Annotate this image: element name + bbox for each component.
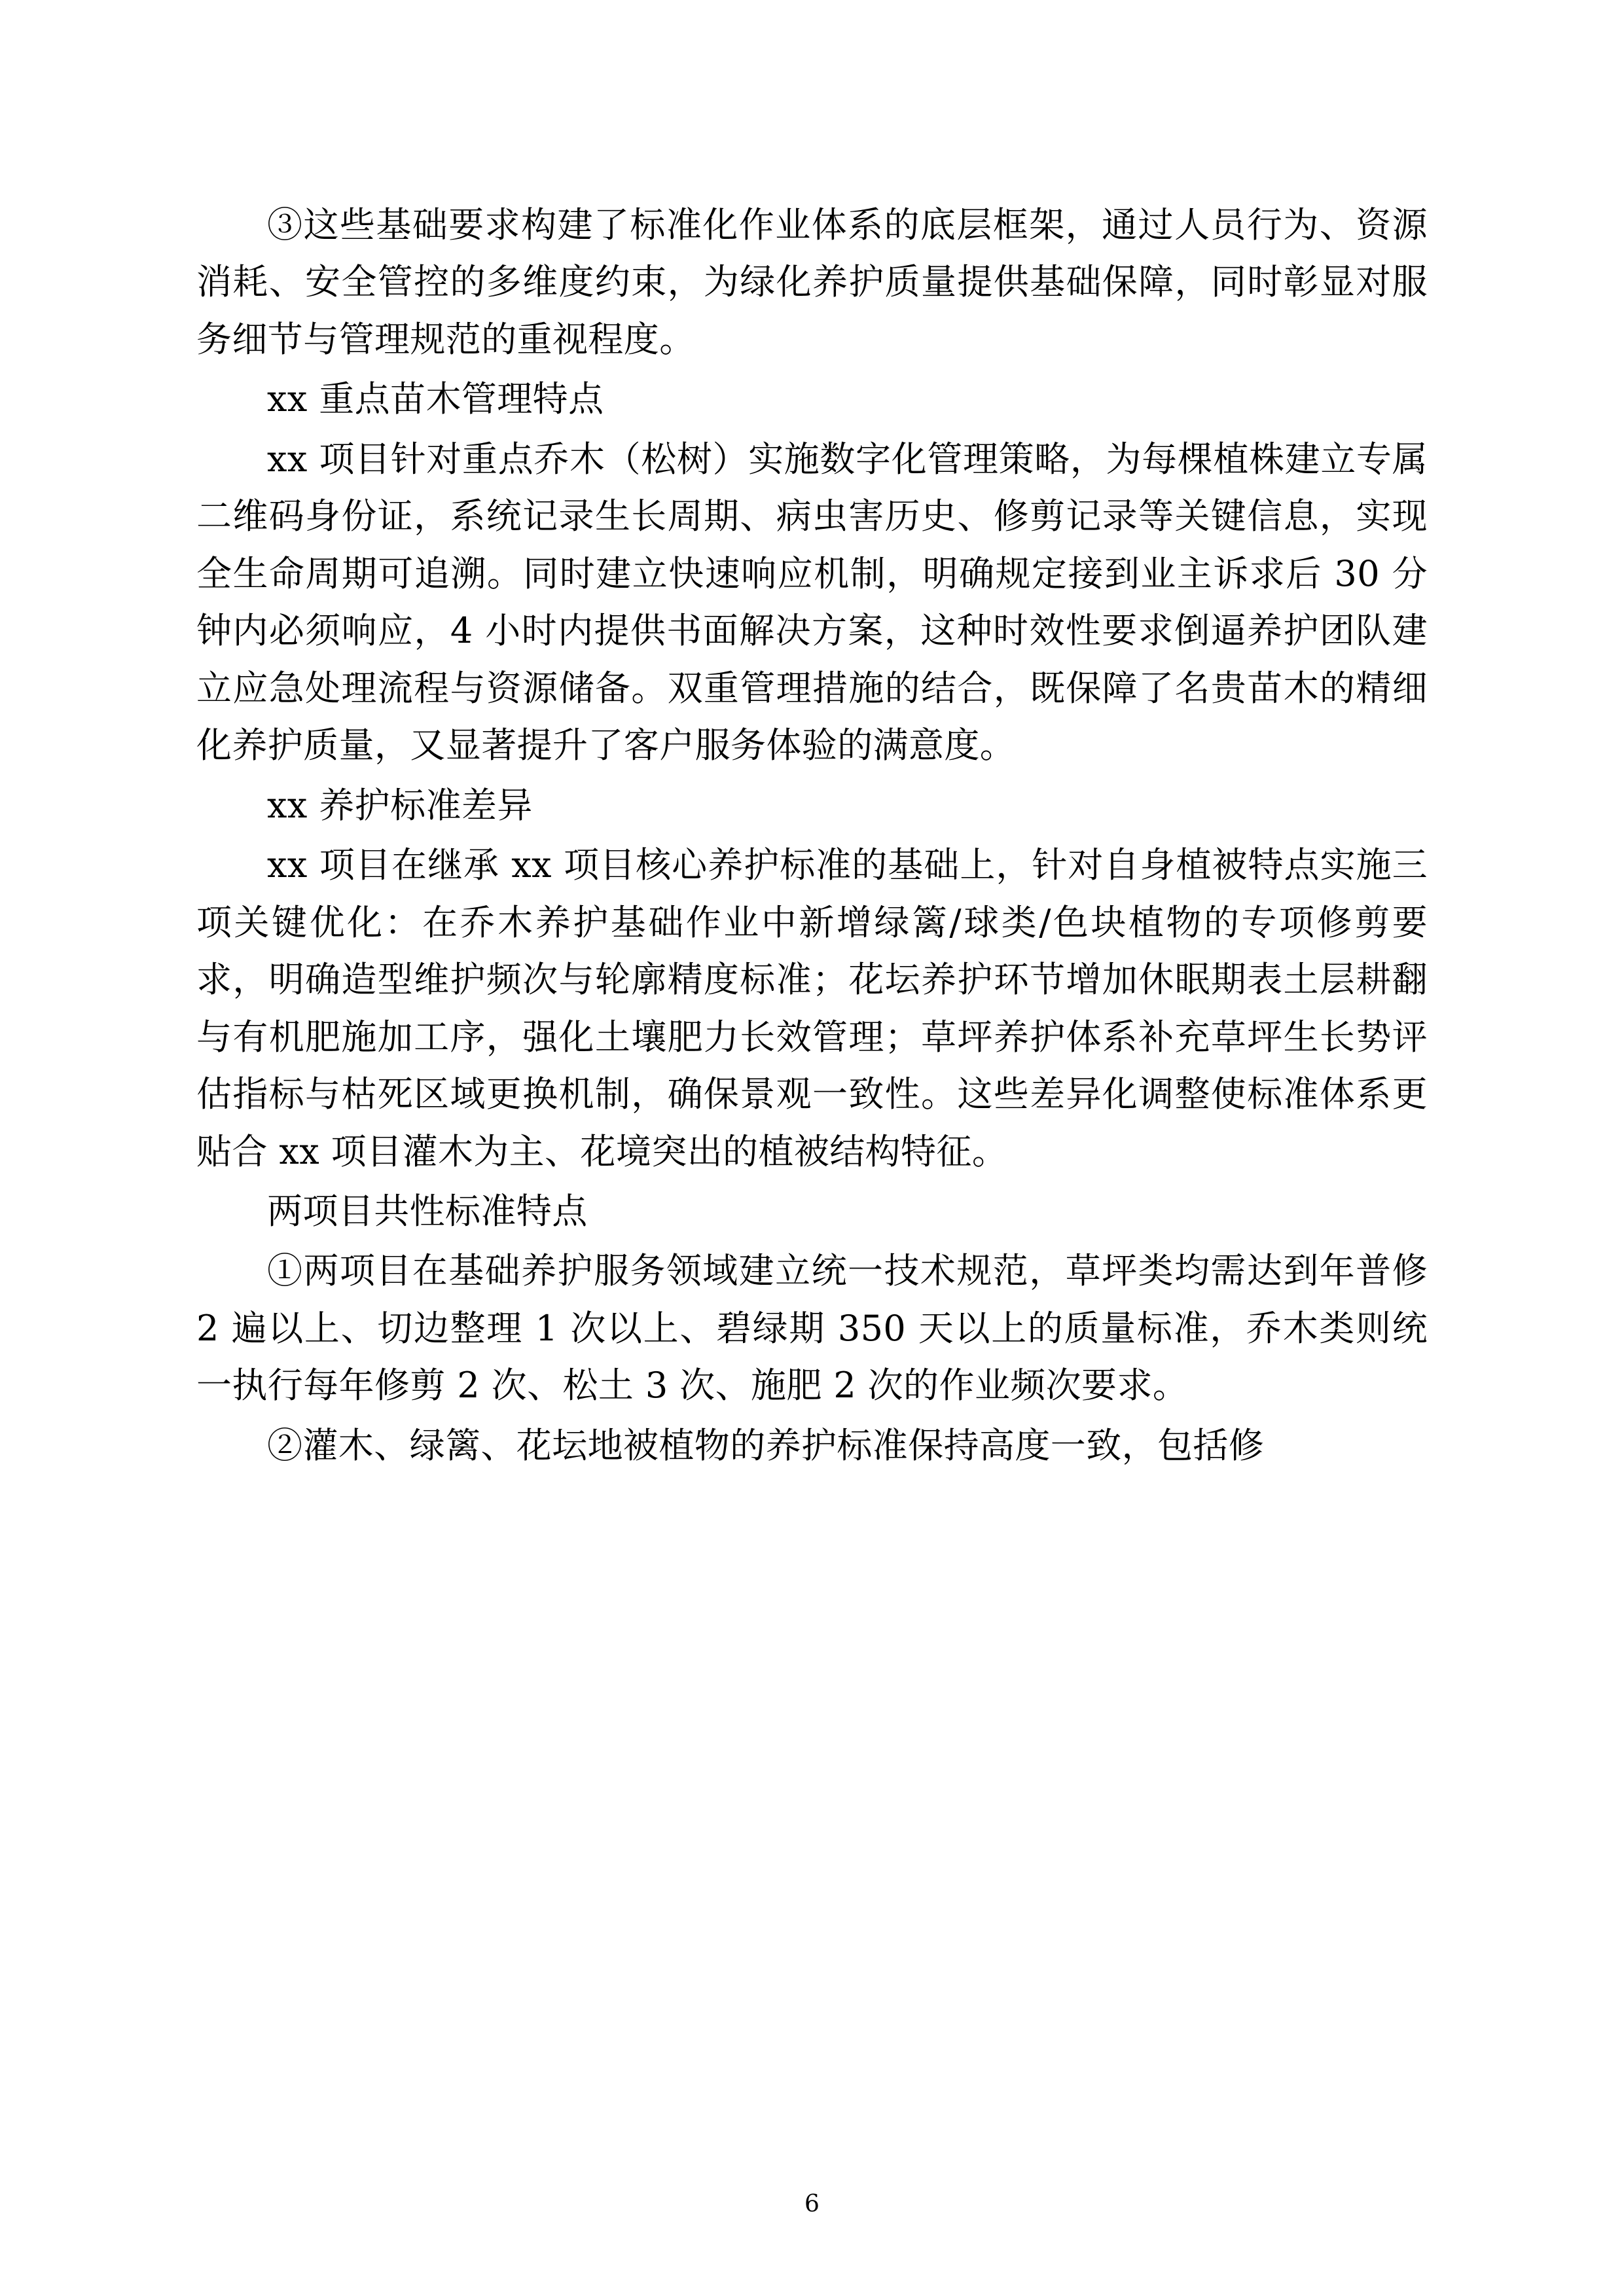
document-body [196,196,1428,1474]
paragraph-key-seedling-management: xx 项目针对重点乔木（松树）实施数字化管理策略，为每棵植株建立专属二维码身份证，系统记录生长周期、病虫害历史、修剪记录等关键信息，实现全生命周期可追溯。同时建立快速响应机制，明确规定接到业主诉求后 30 分钟内必须响应，4 小时内提供书面解决方案，这种时效性要求倒逼养护团队建立应急处理流程与资源储备。双重管理措施的结合，既保障了名贵苗木的精细化养护质量，又显著提升了客户服务体验的满意度。 [196,438,1428,766]
page-number: 6 [804,2191,820,2217]
paragraph-basic-requirements: ③这些基础要求构建了标准化作业体系的底层框架，通过人员行为、资源消耗、安全管控的多维度约束，为绿化养护质量提供基础保障，同时彰显对服务细节与管理规范的重视程度。 [196,204,1428,360]
heading-maintenance-standard-difference: xx 养护标准差异 [267,784,533,826]
heading-common-standard-features: 两项目共性标准特点 [267,1190,588,1232]
paragraph-common-standard-one: ①两项目在基础养护服务领域建立统一技术规范，草坪类均需达到年普修 2 遍以上、切边整理 1 次以上、碧绿期 350 天以上的质量标准，乔木类则统一执行每年修剪 2 次、松土 3 次、施肥 2 次的作业频次要求。 [196,1250,1428,1407]
paragraph-maintenance-standard-difference: xx 项目在继承 xx 项目核心养护标准的基础上，针对自身植被特点实施三项关键优化：在乔木养护基础作业中新增绿篱/球类/色块植物的专项修剪要求，明确造型维护频次与轮廓精度标准；花坛养护环节增加休眠期表土层耕翻与有机肥施加工序，强化土壤肥力长效管理；草坪养护体系补充草坪生长势评估指标与枯死区域更换机制，确保景观一致性。这些差异化调整使标准体系更贴合 xx 项目灌木为主、花境突出的植被结构特征。 [196,844,1428,1172]
paragraph-common-standard-two: ②灌木、绿篱、花坛地被植物的养护标准保持高度一致，包括修 [267,1424,1265,1466]
heading-key-seedling-management: xx 重点苗木管理特点 [267,378,604,420]
